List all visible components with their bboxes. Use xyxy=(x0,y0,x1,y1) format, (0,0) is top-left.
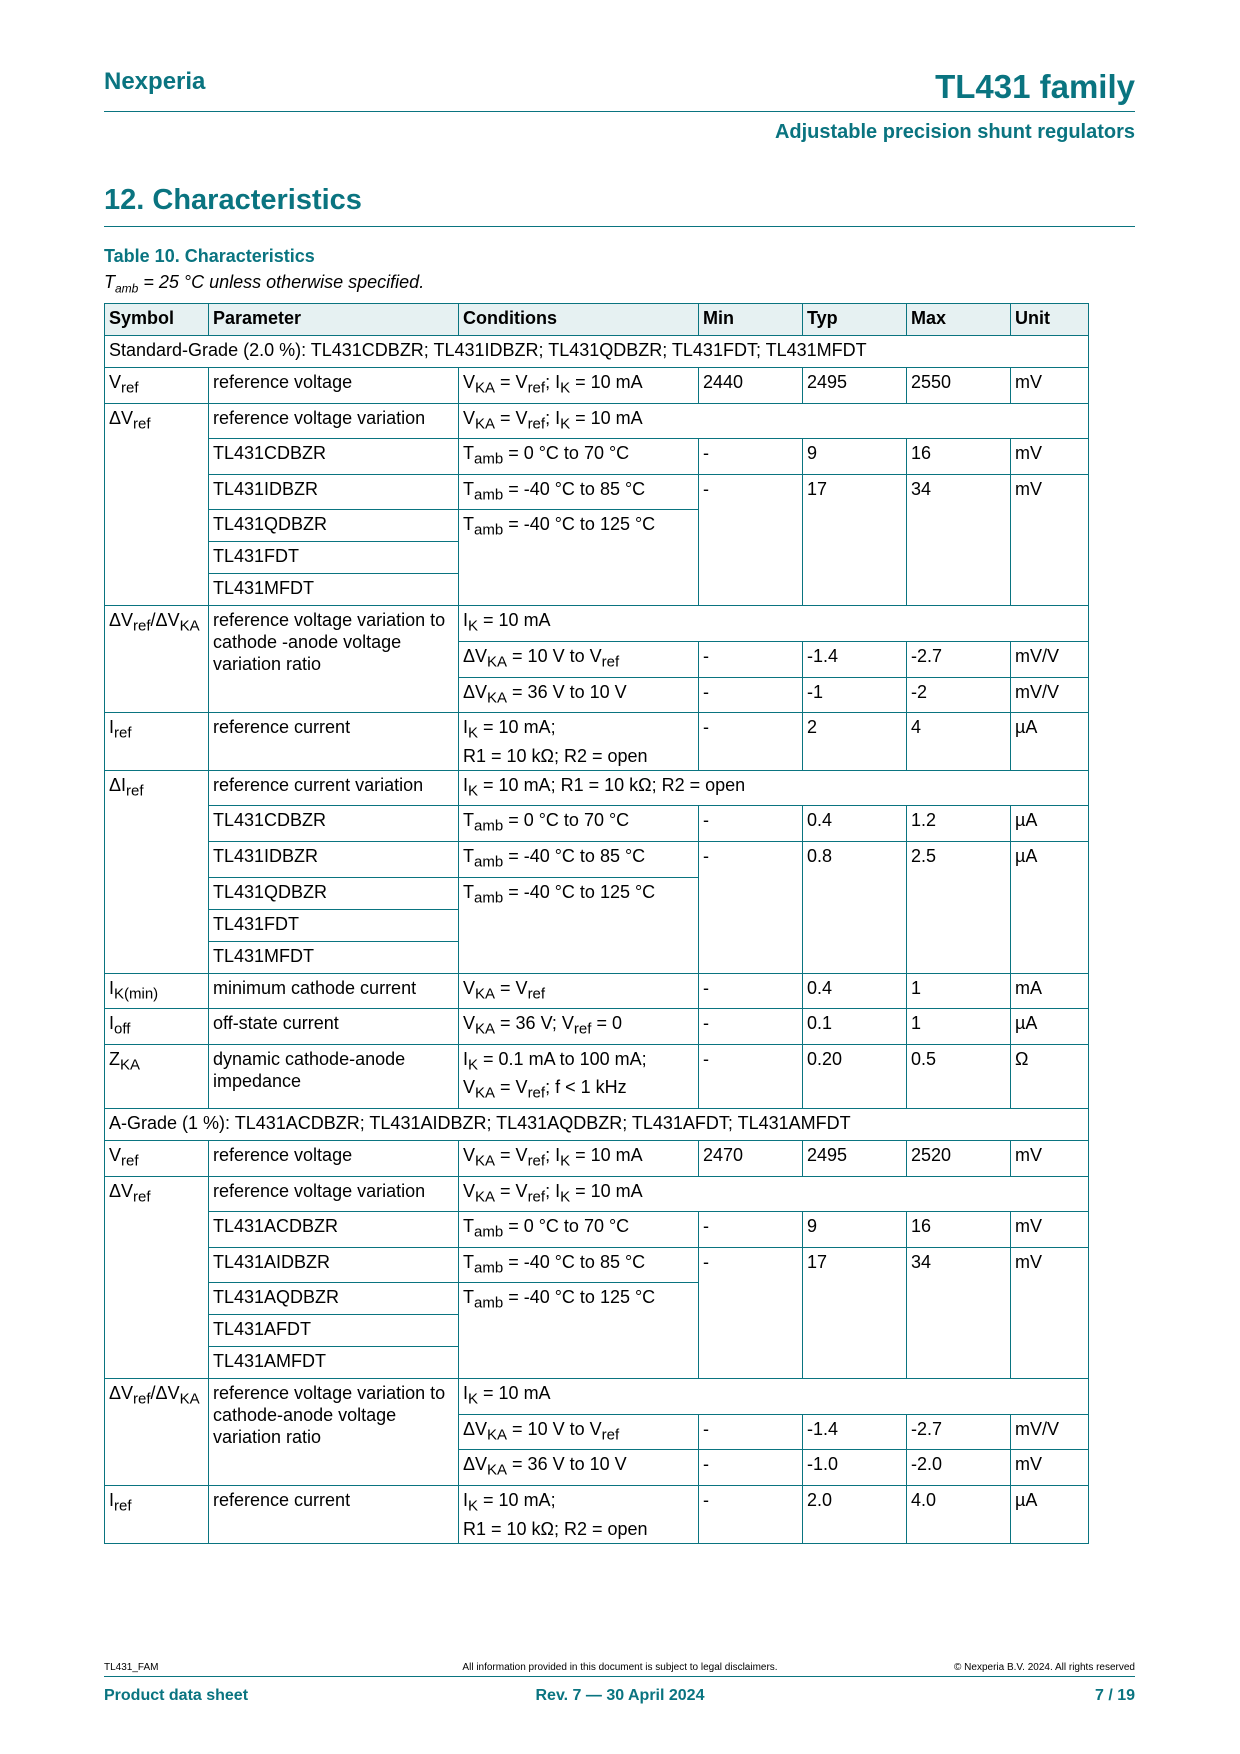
symbol-cell: $I_{off}$ xyxy=(105,1009,209,1045)
conditions-cell: $V_{KA} = 36$ V; $V_{ref} = 0$ xyxy=(459,1009,699,1045)
table-row xyxy=(105,403,1089,439)
max-cell: 4.0 xyxy=(907,1486,1011,1544)
table-note: $T_{amb} = 25$ °C unless otherwise specified. xyxy=(104,272,425,296)
conditions-cell: $I_K = 10$ mA xyxy=(459,606,1089,642)
grade-title: Standard-Grade (2.0 %): TL431CDBZR; TL431IDBZR; TL431QDBZR; TL431FDT; TL431MFDT xyxy=(105,336,1089,368)
min-cell: - xyxy=(699,474,803,606)
footer-disclaimer: All information provided in this document is subject to legal disclaimers. xyxy=(462,1662,778,1673)
device-cell: TL431AMFDT xyxy=(209,1347,459,1379)
min-cell: - xyxy=(699,841,803,973)
device-cell: TL431IDBZR xyxy=(209,474,459,510)
table-header-row xyxy=(105,304,1089,336)
max-cell: 34 xyxy=(907,1247,1011,1379)
footer-copyright: © Nexperia B.V. 2024. All rights reserved xyxy=(954,1662,1135,1673)
max-cell: 1 xyxy=(907,1009,1011,1045)
min-cell: - xyxy=(699,641,803,677)
min-cell: - xyxy=(699,1044,803,1108)
device-cell: TL431MFDT xyxy=(209,941,459,973)
header-parameter: Parameter xyxy=(209,304,459,336)
device-cell: TL431IDBZR xyxy=(209,841,459,877)
symbol-cell: $I_{K(min)}$ xyxy=(105,973,209,1009)
device-cell: TL431CDBZR xyxy=(209,439,459,475)
symbol-cell: $\Delta I_{ref}$ xyxy=(105,770,209,973)
typ-cell: 2495 xyxy=(803,368,907,404)
conditions-cell: $T_{amb} = 0$ °C to 70 °C xyxy=(459,806,699,842)
symbol-cell: $\Delta V_{ref}/\Delta V_{KA}$ xyxy=(105,1379,209,1486)
conditions-cell: $V_{KA} = V_{ref}$; $I_K = 10$ mA xyxy=(459,403,1089,439)
typ-cell: 0.4 xyxy=(803,806,907,842)
header-conditions: Conditions xyxy=(459,304,699,336)
max-cell: 0.5 xyxy=(907,1044,1011,1108)
conditions-cell: $I_K = 10$ mA; R1 = 10 kΩ; R2 = open xyxy=(459,713,699,771)
conditions-cell: $\Delta V_{KA} = 10$ V to $V_{ref}$ xyxy=(459,641,699,677)
max-cell: 1 xyxy=(907,973,1011,1009)
footer-divider xyxy=(104,1676,1135,1677)
conditions-cell: $T_{amb} = -40$ °C to 125 °C xyxy=(459,1283,699,1379)
table-row xyxy=(105,1009,1089,1045)
parameter-cell: minimum cathode current xyxy=(209,973,459,1009)
max-cell: 1.2 xyxy=(907,806,1011,842)
conditions-cell: $T_{amb} = -40$ °C to 85 °C xyxy=(459,841,699,877)
conditions-cell: $V_{KA} = V_{ref}$ xyxy=(459,973,699,1009)
parameter-cell: dynamic cathode-anode impedance xyxy=(209,1044,459,1108)
unit-cell: µA xyxy=(1011,1009,1089,1045)
typ-cell: 0.20 xyxy=(803,1044,907,1108)
conditions-cell: $T_{amb} = -40$ °C to 85 °C xyxy=(459,474,699,510)
table-caption: Table 10. Characteristics xyxy=(104,246,315,266)
unit-cell: mA xyxy=(1011,973,1089,1009)
footer-document-type: Product data sheet xyxy=(104,1687,249,1704)
max-cell: 34 xyxy=(907,474,1011,606)
conditions-cell: $T_{amb} = 0$ °C to 70 °C xyxy=(459,439,699,475)
unit-cell: mV/V xyxy=(1011,1414,1089,1450)
footer-revision: Rev. 7 — 30 April 2024 xyxy=(535,1687,705,1704)
header-min: Min xyxy=(699,304,803,336)
typ-cell: 0.4 xyxy=(803,973,907,1009)
document-subtitle: Adjustable precision shunt regulators xyxy=(774,121,1135,143)
table-row xyxy=(105,1140,1089,1176)
symbol-cell: $V_{ref}$ xyxy=(105,368,209,404)
parameter-cell: reference current variation xyxy=(209,770,459,806)
device-cell: TL431AIDBZR xyxy=(209,1247,459,1283)
typ-cell: 17 xyxy=(803,1247,907,1379)
parameter-cell: reference voltage variation xyxy=(209,403,459,439)
max-cell: 16 xyxy=(907,439,1011,475)
parameter-cell: reference current xyxy=(209,1486,459,1544)
device-cell: TL431QDBZR xyxy=(209,510,459,542)
parameter-cell: reference voltage variation xyxy=(209,1176,459,1212)
max-cell: -2.7 xyxy=(907,1414,1011,1450)
unit-cell: mV xyxy=(1011,439,1089,475)
max-cell: 4 xyxy=(907,713,1011,771)
header-max: Max xyxy=(907,304,1011,336)
table-row xyxy=(105,770,1089,806)
max-cell: 2520 xyxy=(907,1140,1011,1176)
min-cell: - xyxy=(699,713,803,771)
typ-cell: 9 xyxy=(803,439,907,475)
symbol-cell: $\Delta V_{ref}$ xyxy=(105,1176,209,1379)
footer-page-number: 7 / 19 xyxy=(1094,1687,1135,1704)
unit-cell: mV xyxy=(1011,474,1089,606)
grade-row xyxy=(105,336,1089,368)
min-cell: - xyxy=(699,439,803,475)
symbol-cell: $I_{ref}$ xyxy=(105,1486,209,1544)
grade-row xyxy=(105,1108,1089,1140)
device-cell: TL431FDT xyxy=(209,909,459,941)
device-cell: TL431AQDBZR xyxy=(209,1283,459,1315)
conditions-cell: $I_K = 10$ mA; R1 = 10 kΩ; R2 = open xyxy=(459,770,1089,806)
max-cell: 2550 xyxy=(907,368,1011,404)
unit-cell: mV xyxy=(1011,1247,1089,1379)
parameter-cell: reference voltage xyxy=(209,368,459,404)
unit-cell: µA xyxy=(1011,841,1089,973)
device-cell: TL431FDT xyxy=(209,542,459,574)
table-row xyxy=(105,368,1089,404)
typ-cell: -1.0 xyxy=(803,1450,907,1486)
brand-name: Nexperia xyxy=(104,68,206,95)
conditions-cell: $T_{amb} = -40$ °C to 85 °C xyxy=(459,1247,699,1283)
min-cell: - xyxy=(699,1414,803,1450)
min-cell: - xyxy=(699,1450,803,1486)
conditions-cell: $V_{KA} = V_{ref}$; $I_K = 10$ mA xyxy=(459,368,699,404)
header-typ: Typ xyxy=(803,304,907,336)
table-row xyxy=(105,1176,1089,1212)
symbol-cell: $I_{ref}$ xyxy=(105,713,209,771)
device-cell: TL431AFDT xyxy=(209,1315,459,1347)
min-cell: - xyxy=(699,677,803,713)
conditions-cell: $V_{KA} = V_{ref}$; $I_K = 10$ mA xyxy=(459,1176,1089,1212)
unit-cell: mV xyxy=(1011,1140,1089,1176)
min-cell: 2440 xyxy=(699,368,803,404)
min-cell: - xyxy=(699,806,803,842)
unit-cell: mV xyxy=(1011,1212,1089,1248)
conditions-cell: $\Delta V_{KA} = 36$ V to 10 V xyxy=(459,1450,699,1486)
conditions-cell: $\Delta V_{KA} = 10$ V to $V_{ref}$ xyxy=(459,1414,699,1450)
typ-cell: 2.0 xyxy=(803,1486,907,1544)
table-row xyxy=(105,1212,1089,1248)
table-row xyxy=(105,1379,1089,1415)
typ-cell: -1 xyxy=(803,677,907,713)
conditions-cell: $\Delta V_{KA} = 36$ V to 10 V xyxy=(459,677,699,713)
unit-cell: mV xyxy=(1011,1450,1089,1486)
unit-cell: µA xyxy=(1011,713,1089,771)
typ-cell: 17 xyxy=(803,474,907,606)
table-row xyxy=(105,1486,1089,1544)
header-symbol: Symbol xyxy=(105,304,209,336)
unit-cell: Ω xyxy=(1011,1044,1089,1108)
device-cell: TL431QDBZR xyxy=(209,877,459,909)
device-cell: TL431MFDT xyxy=(209,574,459,606)
unit-cell: µA xyxy=(1011,806,1089,842)
section-divider xyxy=(104,226,1135,227)
min-cell: - xyxy=(699,1212,803,1248)
conditions-cell: $I_K = 10$ mA; R1 = 10 kΩ; R2 = open xyxy=(459,1486,699,1544)
typ-cell: 0.1 xyxy=(803,1009,907,1045)
parameter-cell: reference current xyxy=(209,713,459,771)
min-cell: - xyxy=(699,973,803,1009)
max-cell: -2.0 xyxy=(907,1450,1011,1486)
conditions-cell: $T_{amb} = -40$ °C to 125 °C xyxy=(459,877,699,973)
header-divider xyxy=(104,111,1135,112)
device-cell: TL431CDBZR xyxy=(209,806,459,842)
header-unit: Unit xyxy=(1011,304,1089,336)
parameter-cell: reference voltage variation to cathode -anode voltage variation ratio xyxy=(209,606,459,713)
max-cell: 16 xyxy=(907,1212,1011,1248)
typ-cell: 2495 xyxy=(803,1140,907,1176)
conditions-cell: $I_K = 0.1$ mA to 100 mA; $V_{KA} = V_{ref}$; f < 1 kHz xyxy=(459,1044,699,1108)
table-row xyxy=(105,439,1089,475)
parameter-cell: reference voltage variation to cathode-anode voltage variation ratio xyxy=(209,1379,459,1486)
table-row xyxy=(105,474,1089,510)
unit-cell: mV xyxy=(1011,368,1089,404)
conditions-cell: $I_K = 10$ mA xyxy=(459,1379,1089,1415)
conditions-cell: $T_{amb} = 0$ °C to 70 °C xyxy=(459,1212,699,1248)
table-row xyxy=(105,806,1089,842)
table-row xyxy=(105,973,1089,1009)
symbol-cell: $V_{ref}$ xyxy=(105,1140,209,1176)
device-cell: TL431ACDBZR xyxy=(209,1212,459,1248)
min-cell: - xyxy=(699,1009,803,1045)
unit-cell: mV/V xyxy=(1011,677,1089,713)
table-row xyxy=(105,1044,1089,1108)
grade-title: A-Grade (1 %): TL431ACDBZR; TL431AIDBZR; TL431AQDBZR; TL431AFDT; TL431AMFDT xyxy=(105,1108,1089,1140)
min-cell: 2470 xyxy=(699,1140,803,1176)
conditions-cell: $V_{KA} = V_{ref}$; $I_K = 10$ mA xyxy=(459,1140,699,1176)
section-heading: 12. Characteristics xyxy=(104,184,362,216)
unit-cell: µA xyxy=(1011,1486,1089,1544)
typ-cell: 2 xyxy=(803,713,907,771)
min-cell: - xyxy=(699,1247,803,1379)
unit-cell: mV/V xyxy=(1011,641,1089,677)
max-cell: 2.5 xyxy=(907,841,1011,973)
document-title: TL431 family xyxy=(935,68,1135,105)
max-cell: -2.7 xyxy=(907,641,1011,677)
characteristics-table xyxy=(104,303,1089,1544)
typ-cell: -1.4 xyxy=(803,1414,907,1450)
table-row xyxy=(105,841,1089,877)
max-cell: -2 xyxy=(907,677,1011,713)
table-row xyxy=(105,1247,1089,1283)
symbol-cell: $\Delta V_{ref}$ xyxy=(105,403,209,606)
symbol-cell: $\Delta V_{ref}/\Delta V_{KA}$ xyxy=(105,606,209,713)
min-cell: - xyxy=(699,1486,803,1544)
typ-cell: 9 xyxy=(803,1212,907,1248)
table-row xyxy=(105,606,1089,642)
symbol-cell: $Z_{KA}$ xyxy=(105,1044,209,1108)
typ-cell: 0.8 xyxy=(803,841,907,973)
parameter-cell: off-state current xyxy=(209,1009,459,1045)
typ-cell: -1.4 xyxy=(803,641,907,677)
footer-document-id: TL431_FAM xyxy=(104,1662,159,1673)
table-row xyxy=(105,713,1089,771)
conditions-cell: $T_{amb} = -40$ °C to 125 °C xyxy=(459,510,699,606)
parameter-cell: reference voltage xyxy=(209,1140,459,1176)
